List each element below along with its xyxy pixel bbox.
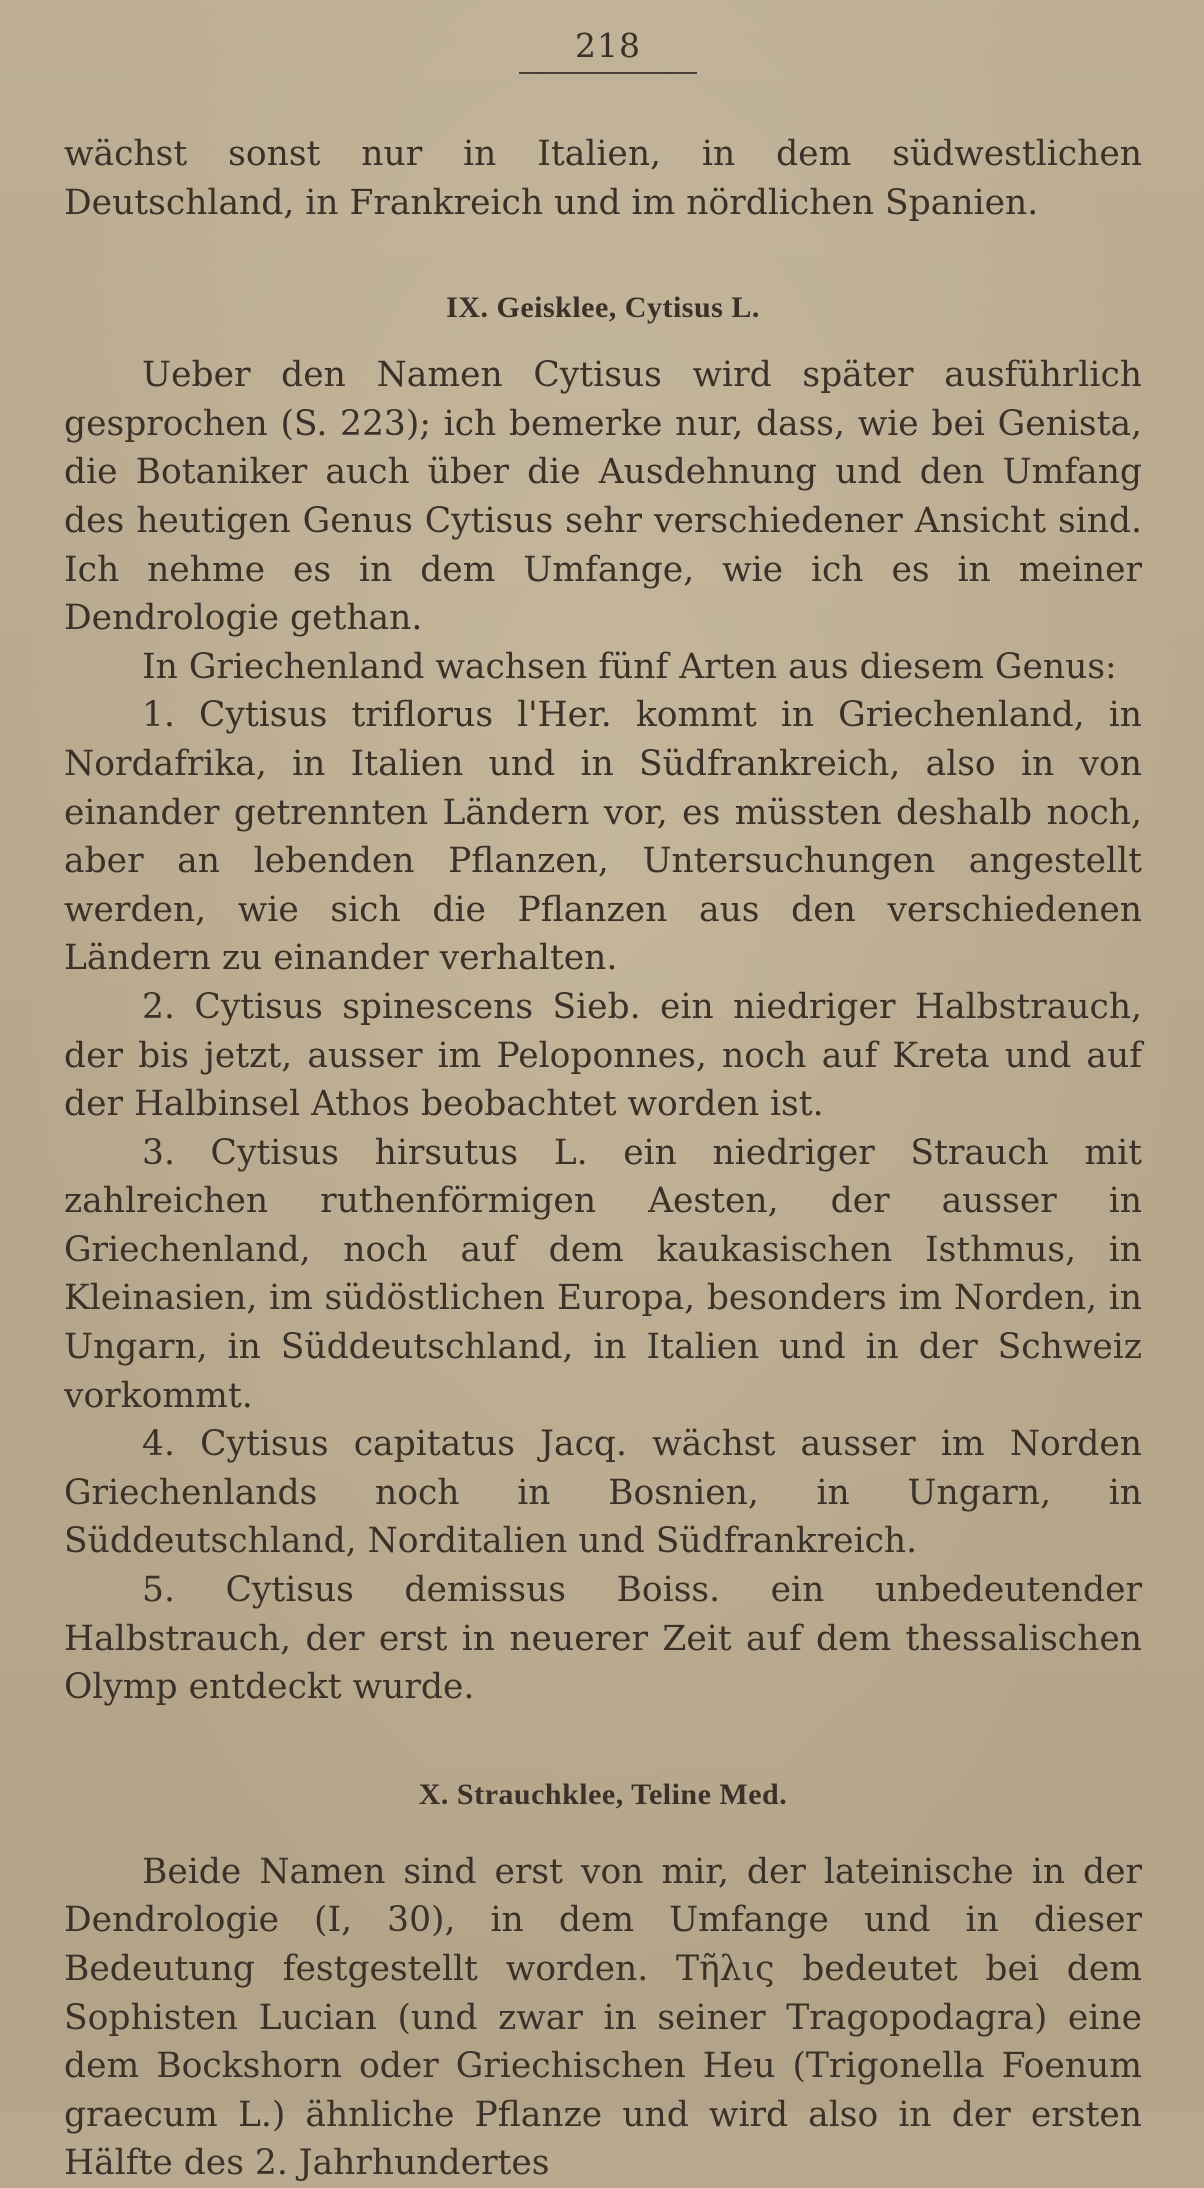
section-x-paragraph-1: Beide Namen sind erst von mir, der lateinische in der Dendrologie (I, 30), in dem Umfange und in dieser Bedeutung festgestellt worden. Τῆλις bedeutet bei dem Sophisten Lucian (und zwar in seiner Tragopodagra) eine dem Bockshorn oder Griechischen Heu (Trigonella Foenum graecum L.) ähnliche Pflanze und wird also in der ersten Hälfte des 2. Jahrhundertes bbox=[64, 1851, 1142, 2184]
section-x-heading: X. Strauchklee, Teline Med. bbox=[418, 1777, 788, 1811]
page-number-rule bbox=[519, 72, 697, 74]
section-ix-item-2: 2. Cytisus spinescens Sieb. ein niedriger Halbstrauch, der bis jetzt, ausser im Peloponnes, noch auf Kreta und auf der Halbinsel Athos beobachtet worden ist. bbox=[64, 986, 1142, 1125]
section-ix-item-5: 5. Cytisus demissus Boiss. ein unbedeutender Halbstrauch, der erst in neuerer Zeit auf dem thessalischen Olymp entdeckt wurde. bbox=[64, 1570, 1142, 1708]
section-ix-heading: IX. Geisklee, Cytisus L. bbox=[446, 291, 760, 325]
section-ix-paragraph-2: In Griechenland wachsen fünf Arten aus diesem Genus: bbox=[142, 646, 1117, 687]
section-ix-item-1: 1. Cytisus triflorus l'Her. kommt in Griechenland, in Nordafrika, in Italien und in Südfrankreich, also in von einander getrennten Ländern vor, es müssten deshalb noch, aber an lebenden Pflanzen, Untersuchungen angestellt werden, wie sich die Pflanzen aus den verschiedenen Ländern zu einander verhalten. bbox=[64, 695, 1142, 979]
section-ix-paragraph-1: Ueber den Namen Cytisus wird später ausführlich gesprochen (S. 223); ich bemerke nur, dass, wie bei Genista, die Botaniker auch über die Ausdehnung und den Umfang des heutigen Genus Cytisus sehr verschiedener Ansicht sind. Ich nehme es in dem Umfange, wie ich es in meiner Dendrologie gethan. bbox=[64, 355, 1142, 639]
page-body bbox=[64, 130, 1142, 2188]
page-number: 218 bbox=[575, 26, 641, 65]
section-ix-item-4: 4. Cytisus capitatus Jacq. wächst ausser im Norden Griechenlands noch in Bosnien, in Ungarn, in Süddeutschland, Norditalien und Südfrankreich. bbox=[64, 1424, 1142, 1562]
section-ix-item-3: 3. Cytisus hirsutus L. ein niedriger Strauch mit zahlreichen ruthenförmigen Aesten, der ausser in Griechenland, noch auf dem kaukasischen Isthmus, in Kleinasien, im südöstlichen Europa, besonders im Norden, in Ungarn, in Süddeutschland, in Italien und in der Schweiz vorkommt. bbox=[64, 1132, 1142, 1416]
intro-paragraph: wächst sonst nur in Italien, in dem südwestlichen Deutschland, in Frankreich und im nördlichen Spanien. bbox=[64, 134, 1142, 223]
